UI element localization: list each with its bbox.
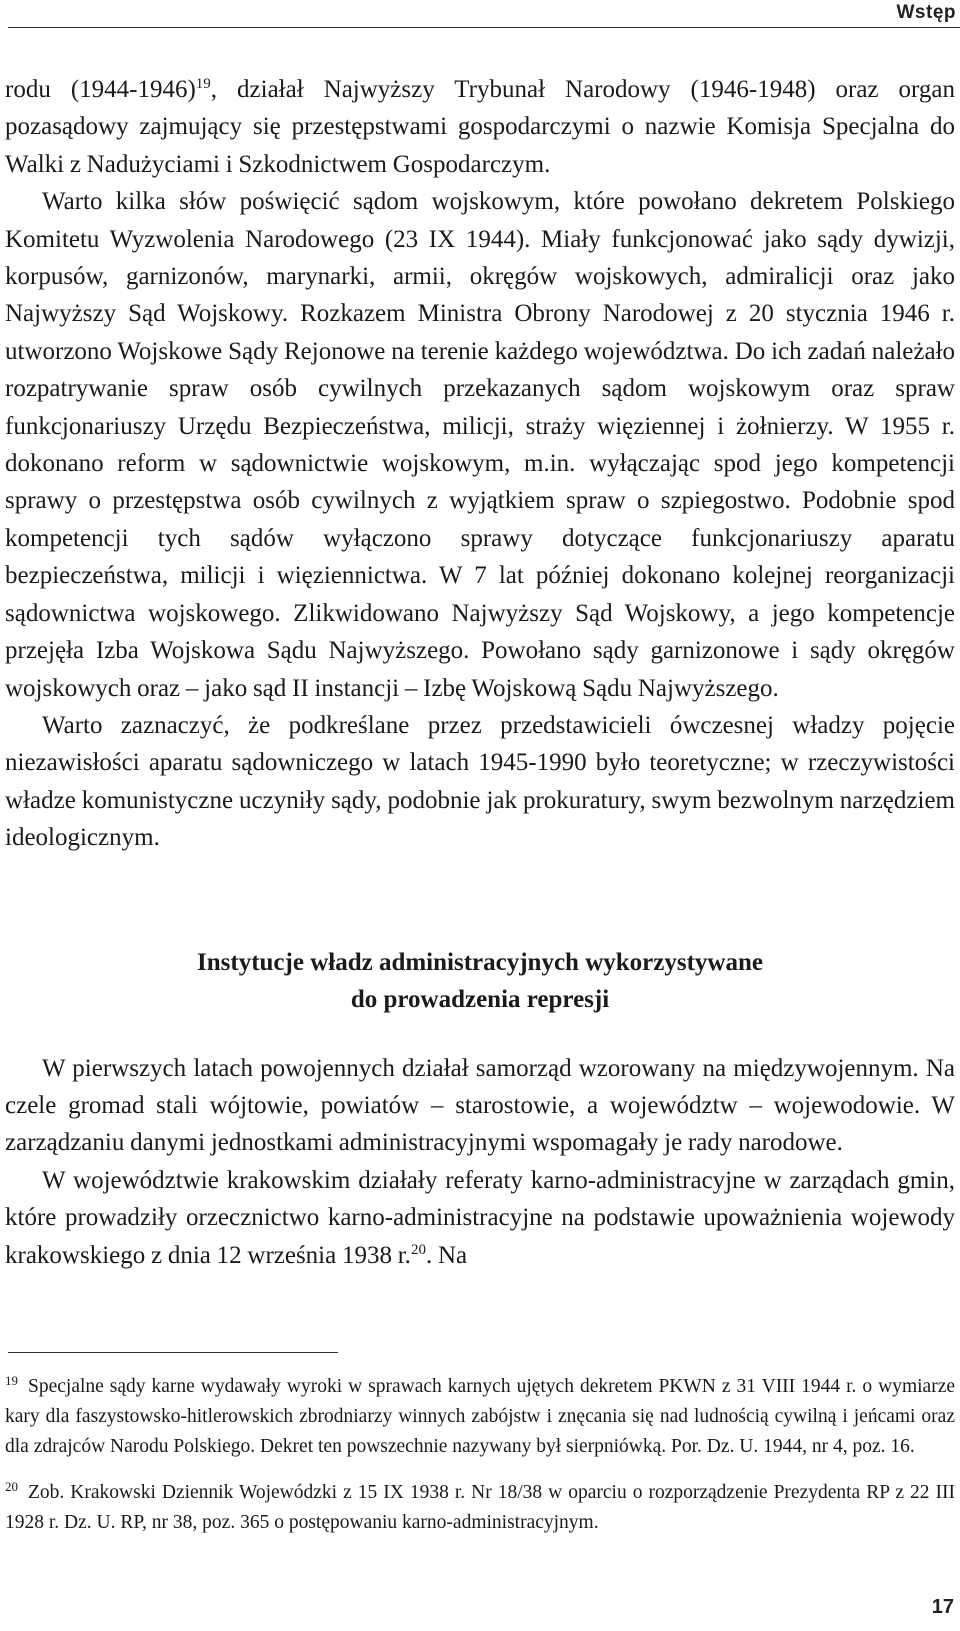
footnote-number: 20 — [5, 1479, 18, 1494]
paragraph: W pierwszych latach powojennych działał samorząd wzorowany na międzywojennym. Na czele gromad stali wójtowie, powiatów – starostowie, a województw – wojewodowie. W zarządzaniu danymi jednostkami administracyjnymi wspomagały je rady narodowe. — [5, 1054, 955, 1157]
footnote-number: 19 — [5, 1373, 18, 1388]
paragraph-text: rodu (1944-1946) — [5, 76, 196, 103]
footnote-text: Specjalne sądy karne wydawały wyroki w sprawach karnych ujętych dekretem PKWN z 31 VIII 1944 r. o wymiarze kary dla faszystowsko-hitlerowskich zbrodniarzy winnych zabójstw i znęcania się nad ludnością cywilną i jeńcami oraz dla zdrajców Narodu Polskiego. Dekret ten powszechnie nazywany był sierpniówką. Por. Dz. U. 1944, nr 4, poz. 16. — [5, 1376, 955, 1457]
page-number: 17 — [931, 1596, 954, 1618]
footnote — [5, 1366, 955, 1462]
paragraph: Warto zaznaczyć, że podkreślane przez przedstawicieli ówczesnej władzy pojęcie niezawisłości aparatu sądowniczego w latach 1945-1990 było teoretyczne; w rzeczywistości władze komunistyczne uczyniły sądy, podobnie jak prokuratury, swym bezwolnym narzędziem ideologicznym. — [5, 711, 955, 852]
page-header — [0, 0, 960, 30]
running-head: Wstęp — [896, 2, 956, 23]
footnote-reference: 20 — [410, 1241, 426, 1258]
header-rule — [8, 27, 960, 28]
paragraph — [5, 1162, 955, 1274]
paragraph-text: . Na — [425, 1241, 468, 1269]
footnote-separator — [8, 1352, 338, 1353]
footnote — [5, 1472, 955, 1538]
section-heading-line: Instytucje władz administracyjnych wykorzystywane — [197, 948, 763, 976]
section-heading — [5, 857, 955, 1050]
paragraph — [5, 71, 955, 183]
footnotes — [5, 1366, 955, 1538]
paragraph-text: , działał Najwyższy Trybunał Narodowy (1946-1948) oraz organ pozasądowy zajmujący się przestępstwami gospodarczymi o nazwie Komisja Specjalna do Walki z Nadużyciami i Szkodnictwem Gospodarczym. — [5, 76, 955, 178]
paragraph-text: W województwie krakowskim działały referaty karno-administracyjne w zarządach gmin, które prowadziły orzecznictwo karno-administracyjne na podstawie upoważnienia wojewody krakowskiego z dnia 12 września 1938 r. — [5, 1166, 955, 1269]
footnote-reference: 19 — [195, 76, 211, 92]
footnote-text: Zob. Krakowski Dziennik Wojewódzki z 15 IX 1938 r. Nr 18/38 w oparciu o rozporządzenie Prezydenta RP z 22 III 1928 r. Dz. U. RP, nr 38, poz. 365 o postępowaniu karno-administracyjnym. — [5, 1482, 955, 1533]
paragraph: Warto kilka słów poświęcić sądom wojskowym, które powołano dekretem Polskiego Komitetu Wyzwolenia Narodowego (23 IX 1944). Miały funkcjonować jako sądy dywizji, korpusów, garnizonów, marynarki, armii, okręgów wojskowych, admiralicji oraz jako Najwyższy Sąd Wojskowy. Rozkazem Ministra Obrony Narodowej z 20 stycznia 1946 r. utworzono Wojskowe Sądy Rejonowe na terenie każdego województwa. Do ich zadań należało rozpatrywanie spraw osób cywilnych przekazanych sądom wojskowym oraz spraw funkcjonariuszy Urzędu Bezpieczeństwa, milicji, straży więziennej i żołnierzy. W 1955 r. dokonano reform w sądownictwie wojskowym, m.in. wyłączając spod jego kompetencji sprawy o przestępstwa osób cywilnych z wyjątkiem spraw o szpiegostwo. Podobnie spod kompetencji tych sądów wyłączono sprawy dotyczące funkcjonariuszy aparatu bezpieczeństwa, milicji i więziennictwa. W 7 lat później dokonano kolejnej reorganizacji sądownictwa wojskowego. Zlikwidowano Najwyższy Sąd Wojskowy, a jego kompetencje przejęła Izba Wojskowa Sądu Najwyższego. Powołano sądy garnizonowe i sądy okręgów wojskowych oraz – jako sąd II instancji – Izbę Wojskową Sądu Najwyższego. — [5, 188, 955, 702]
section-heading-line: do prowadzenia represji — [350, 985, 610, 1013]
main-text — [5, 71, 955, 1274]
